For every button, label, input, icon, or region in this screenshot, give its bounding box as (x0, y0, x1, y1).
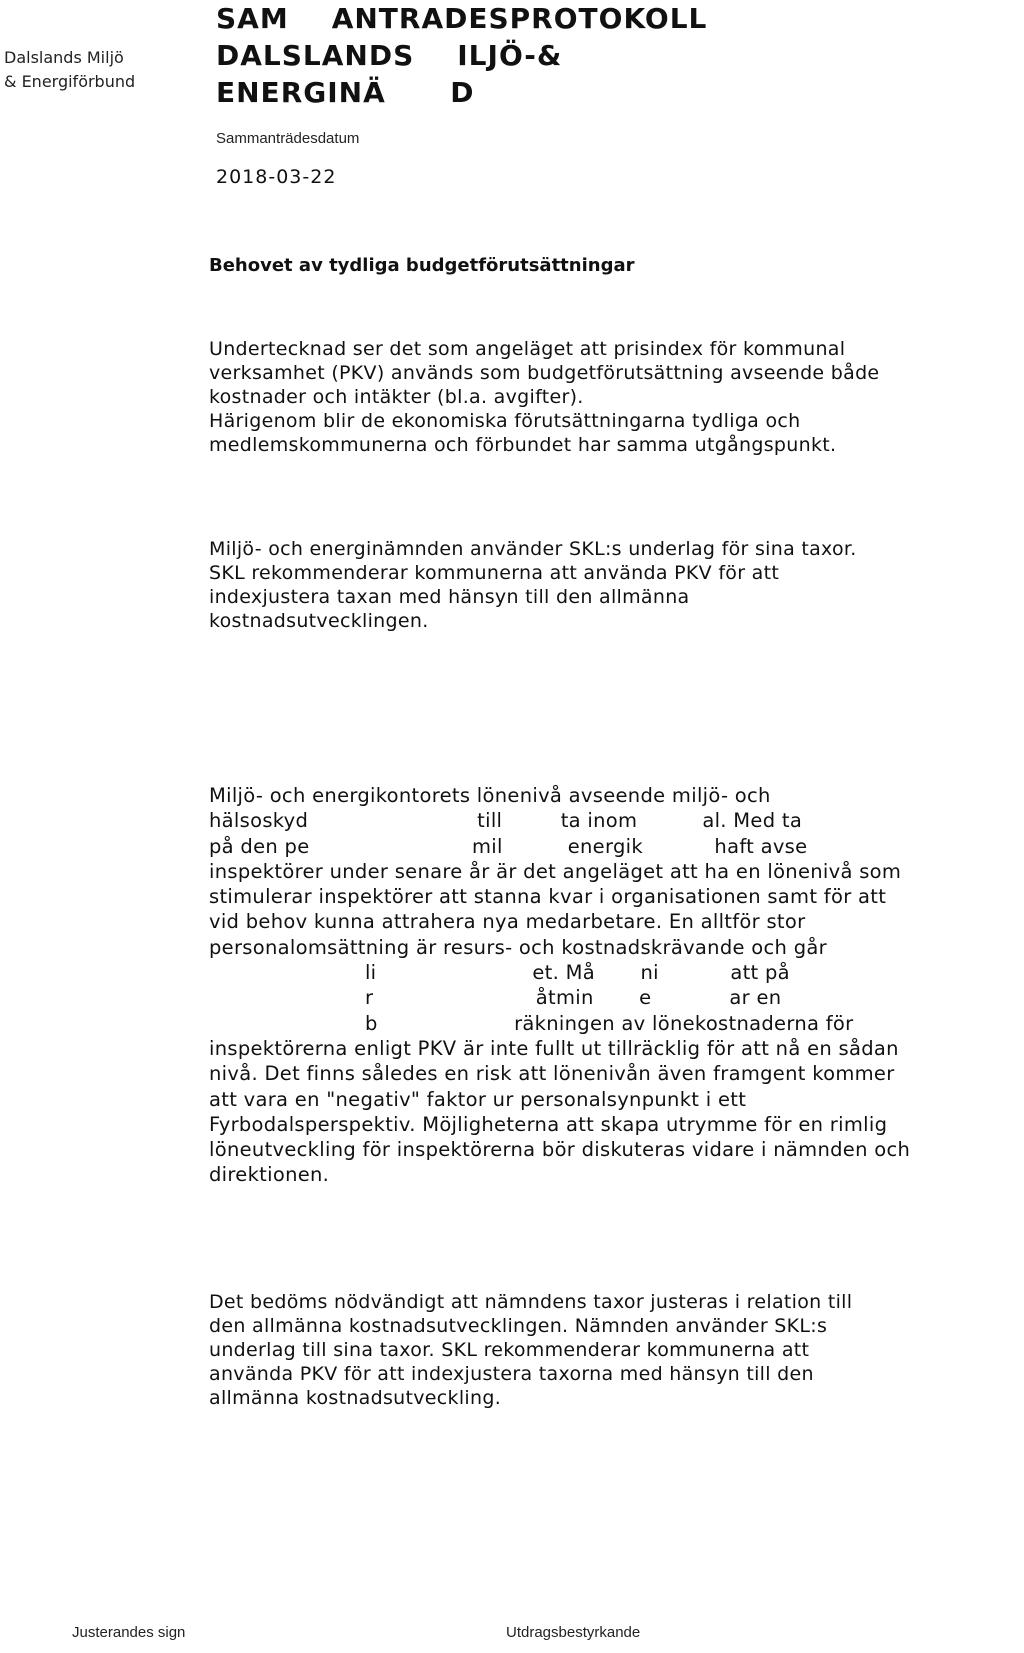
text-line: verksamhet (PKV) används som budgetförutsättning avseende både (209, 362, 880, 384)
text-line: Det bedöms nödvändigt att nämndens taxor justeras i relation till (209, 1291, 853, 1313)
text-line: stimulerar inspektörer att stanna kvar i organisationen samt för att (209, 885, 887, 909)
text-line: SKL rekommenderar kommunerna att använda PKV för att (209, 562, 780, 584)
meeting-date-label: Sammanträdesdatum (216, 130, 360, 147)
footer-certification-label: Utdragsbestyrkande (506, 1624, 641, 1641)
section-heading: Behovet av tydliga budgetförutsättningar (209, 255, 635, 276)
org-line-2: & Energiförbund (4, 72, 136, 91)
text-line: medlemskommunerna och förbundet har samma utgångspunkt. (209, 434, 837, 456)
paragraph-2 (209, 537, 857, 633)
text-line: löneutveckling för inspektörerna bör diskuteras vidare i nämnden och (209, 1138, 911, 1162)
text-line: på den pe mil energik haft avse (209, 834, 808, 858)
text-line: Miljö- och energinämnden använder SKL:s underlag för sina taxor. (209, 538, 857, 560)
text-line: Undertecknad ser det som angeläget att prisindex för kommunal (209, 338, 846, 360)
text-line: hälsoskyd till ta inom al. Med ta (209, 809, 803, 833)
text-line: att vara en "negativ" faktor ur personalsynpunkt i ett (209, 1087, 747, 1111)
text-line: Fyrbodalsperspektiv. Möjligheterna att skapa utrymme för en rimlig (209, 1112, 888, 1136)
text-line: r åtmin e ar en (209, 986, 782, 1010)
title-line-3: ENERGINÄ D (216, 76, 475, 109)
text-line: inspektörerna enligt PKV är inte fullt ut tillräcklig för att nå en sådan (209, 1036, 899, 1060)
paragraph-4 (209, 1290, 852, 1410)
meeting-date: 2018-03-22 (216, 166, 337, 188)
text-line: direktionen. (209, 1163, 330, 1187)
text-line: använda PKV för att indexjustera taxorna med hänsyn till den (209, 1363, 814, 1385)
organization-name (4, 46, 135, 94)
text-line: underlag till sina taxor. SKL rekommenderar kommunerna att (209, 1339, 810, 1361)
title-line-1: SAM ANTRADESPROTOKOLL (216, 2, 708, 35)
text-line: inspektörer under senare år är det angeläget att ha en lönenivå som (209, 859, 902, 883)
paragraph-1 (209, 337, 879, 457)
text-line: vid behov kunna attrahera nya medarbetare. En alltför stor (209, 910, 806, 934)
text-line: Miljö- och energikontorets lönenivå avseende miljö- och (209, 784, 771, 807)
text-line: nivå. Det finns således en risk att lönenivån även framgent kommer (209, 1062, 895, 1086)
title-line-2: DALSLANDS ILJÖ-& (216, 39, 563, 72)
text-line: kostnader och intäkter (bl.a. avgifter). (209, 386, 584, 408)
text-line: allmänna kostnadsutveckling. (209, 1387, 502, 1409)
text-line: li et. Må ni att på (209, 961, 790, 985)
paragraph-3 (209, 783, 910, 1188)
org-line-1: Dalslands Miljö (4, 48, 124, 67)
text-line: b räkningen av lönekostnaderna för (209, 1011, 854, 1035)
text-line: personalomsättning är resurs- och kostnadskrävande och går (209, 935, 827, 959)
text-line: kostnadsutvecklingen. (209, 610, 429, 632)
text-line: indexjustera taxan med hänsyn till den allmänna (209, 586, 690, 608)
text-line: Härigenom blir de ekonomiska förutsättningarna tydliga och (209, 410, 801, 432)
text-line: den allmänna kostnadsutvecklingen. Nämnden använder SKL:s (209, 1315, 828, 1337)
footer-signature-label: Justerandes sign (72, 1624, 186, 1641)
document-title (216, 0, 707, 111)
